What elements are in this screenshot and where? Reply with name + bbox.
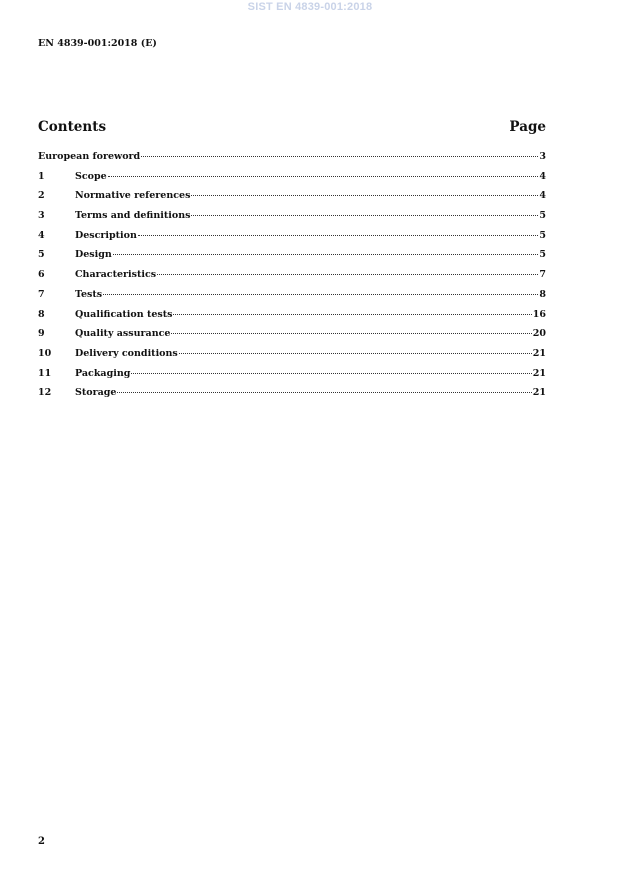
toc-dot-leader — [173, 314, 531, 315]
toc-entry-delivery-conditions[interactable] — [38, 348, 546, 368]
toc-entry-page: 5 — [539, 229, 546, 241]
toc-entry-title: Tests — [75, 288, 103, 300]
toc-entry-number: 5 — [38, 249, 45, 261]
toc-entry-title: Delivery conditions — [75, 347, 178, 359]
toc-entry-page: 4 — [539, 170, 546, 182]
toc-dot-leader — [138, 235, 538, 236]
toc-entry-packaging[interactable] — [38, 368, 546, 388]
toc-entry-number: 12 — [38, 387, 52, 399]
toc-entry-page: 20 — [532, 328, 546, 340]
toc-entry-number: 10 — [38, 347, 52, 359]
toc-entry-characteristics[interactable] — [38, 269, 546, 289]
toc-entry-title: European foreword — [38, 151, 141, 162]
toc-dot-leader — [171, 333, 531, 334]
toc-entry-number: 9 — [38, 328, 45, 340]
toc-entry-number: 8 — [38, 308, 45, 320]
contents-title: Contents — [38, 119, 107, 135]
toc-entry-qualification-tests[interactable] — [38, 309, 546, 329]
toc-dot-leader — [191, 215, 538, 216]
toc-entry-title: Scope — [75, 170, 107, 182]
toc-entry-number: 6 — [38, 269, 45, 281]
page-column-label: Page — [509, 119, 546, 135]
toc-entry-number: 1 — [38, 170, 45, 182]
toc-dot-leader — [191, 195, 538, 196]
toc-dot-leader — [117, 392, 531, 393]
toc-entry-page: 21 — [532, 347, 546, 359]
toc-entry-number: 3 — [38, 210, 45, 222]
toc-entry-title: Normative references — [75, 190, 191, 202]
toc-entry-design[interactable] — [38, 249, 546, 269]
toc-entry-number: 11 — [38, 367, 52, 379]
toc-entry-page: 21 — [532, 387, 546, 399]
toc-entry-description[interactable] — [38, 230, 546, 250]
contents-header — [38, 118, 546, 136]
toc-entry-page: 3 — [539, 151, 546, 162]
toc-entry-tests[interactable] — [38, 289, 546, 309]
toc-entry-title: Quality assurance — [75, 328, 171, 340]
toc-dot-leader — [141, 156, 538, 157]
toc-entry-title: Storage — [75, 387, 117, 399]
toc-entry-terms-and-definitions[interactable] — [38, 210, 546, 230]
toc-entry-number: 2 — [38, 190, 45, 202]
toc-entry-page: 16 — [532, 308, 546, 320]
toc-entry-page: 4 — [539, 190, 546, 202]
toc-entry-title: Design — [75, 249, 112, 261]
toc-entry-quality-assurance[interactable] — [38, 328, 546, 348]
toc-entry-title: Description — [75, 229, 137, 241]
toc-entry-page: 21 — [532, 367, 546, 379]
toc-dot-leader — [157, 274, 538, 275]
toc-dot-leader — [108, 176, 539, 177]
toc-entry-page: 5 — [539, 249, 546, 261]
toc-entry-page: 7 — [539, 269, 546, 281]
toc-dot-leader — [113, 254, 539, 255]
document-id: EN 4839-001:2018 (E) — [38, 38, 157, 49]
toc-entry-scope[interactable] — [38, 171, 546, 191]
toc-entry-title: Packaging — [75, 367, 131, 379]
toc-entry-foreword[interactable] — [38, 151, 546, 171]
toc-entry-page: 5 — [539, 210, 546, 222]
toc-entry-title: Qualification tests — [75, 308, 173, 320]
toc-entry-number: 4 — [38, 229, 45, 241]
table-of-contents — [38, 151, 546, 407]
toc-dot-leader — [131, 373, 531, 374]
toc-entry-title: Terms and definitions — [75, 210, 191, 222]
toc-dot-leader — [179, 353, 532, 354]
toc-entry-page: 8 — [539, 288, 546, 300]
watermark: SIST EN 4839-001:2018 — [247, 1, 373, 13]
toc-entry-number: 7 — [38, 288, 45, 300]
toc-entry-normative-references[interactable] — [38, 190, 546, 210]
toc-entry-storage[interactable] — [38, 387, 546, 407]
page-number: 2 — [38, 836, 45, 847]
toc-entry-title: Characteristics — [75, 269, 157, 281]
toc-dot-leader — [103, 294, 538, 295]
